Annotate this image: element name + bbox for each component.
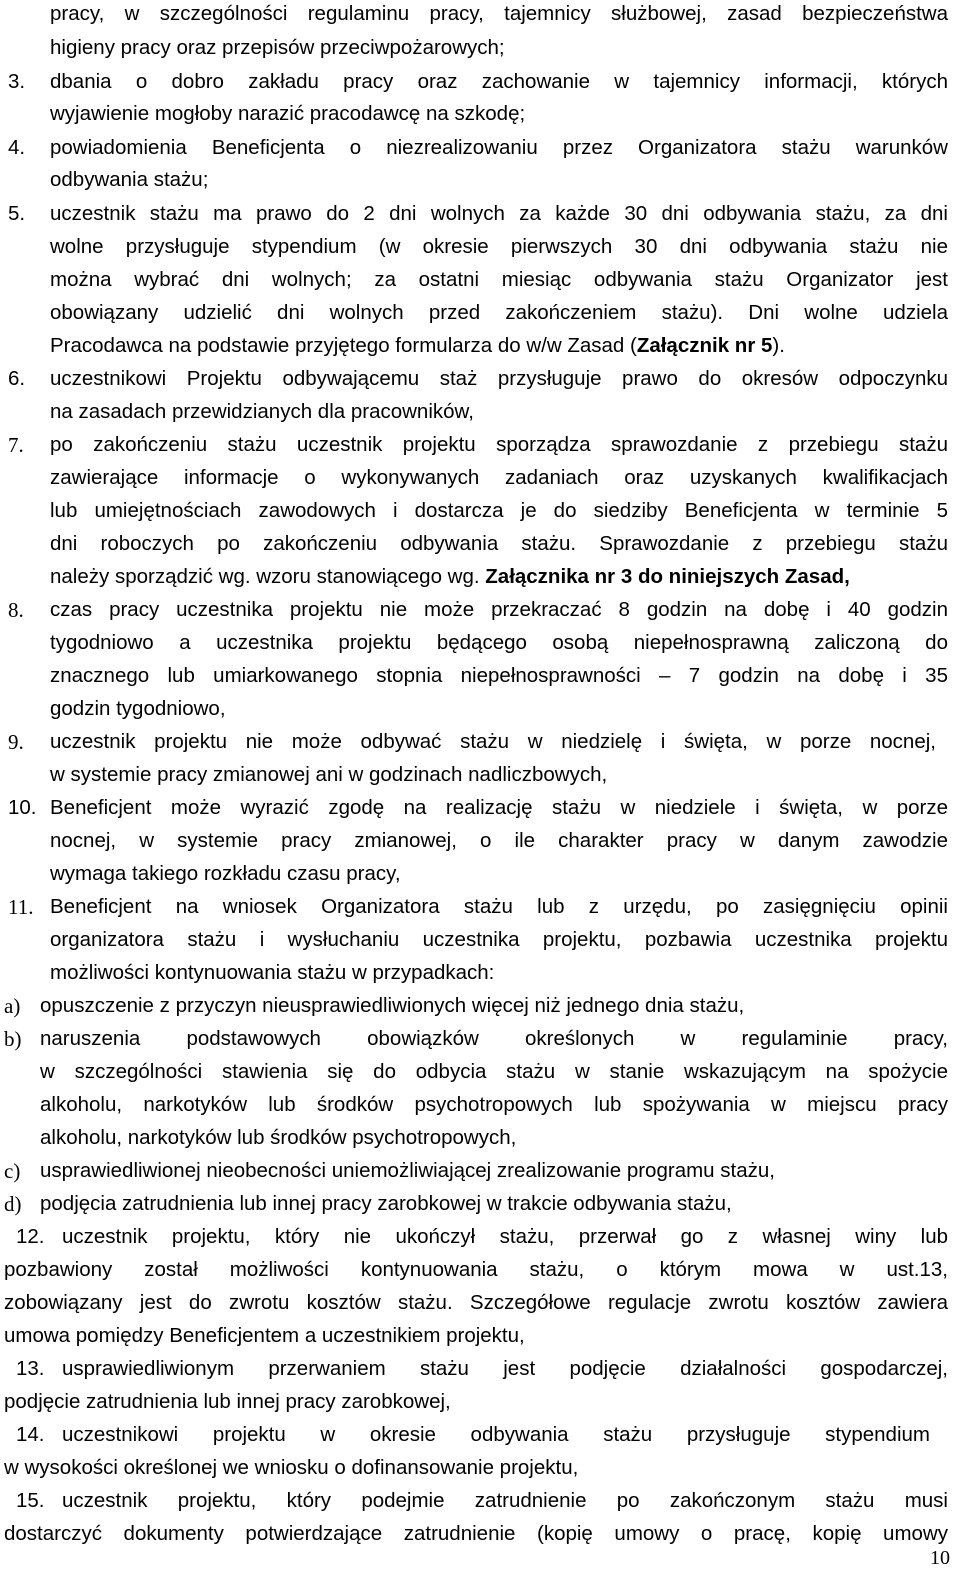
list-number: 5. <box>8 202 26 225</box>
list-number: 13. <box>16 1357 45 1380</box>
text-line: uczestnikowi Projektu odbywającemu staż przysługuje prawo do okresów odpoczynku <box>50 367 948 390</box>
text-line: odbywania stażu; <box>50 168 209 191</box>
text-line: lub umiejętnościach zawodowych i dostarcza je do siedziby Beneficjenta w terminie 5 <box>50 499 948 522</box>
text-line: alkoholu, narkotyków lub środków psychotropowych, <box>40 1126 517 1149</box>
text-line: wolne przysługuje stypendium (w okresie pierwszych 30 dni odbywania stażu nie <box>50 235 948 258</box>
text-line: dostarczyć dokumenty potwierdzające zatrudnienie (kopię umowy o pracę, kopię umowy <box>4 1522 948 1545</box>
list-number: 10. <box>8 796 37 819</box>
text-line: godzin tygodniowo, <box>50 697 226 720</box>
text-line: opuszczenie z przyczyn nieusprawiedliwionych więcej niż jednego dnia stażu, <box>40 994 745 1017</box>
text-line: wyjawienie mogłoby narazić pracodawcę na szkodę; <box>50 102 526 125</box>
text-line: uczestnik projektu, który nie ukończył stażu, przerwał go z własnej winy lub <box>62 1225 948 1248</box>
list-number: 15. <box>16 1489 45 1512</box>
list-number: 12. <box>16 1225 45 1248</box>
sub-item-letter: d) <box>4 1192 22 1216</box>
text-line: po zakończeniu stażu uczestnik projektu sporządza sprawozdanie z przebiegu stażu <box>50 433 948 456</box>
bold-reference: Załącznika nr 3 do niniejszych Zasad, <box>485 565 850 588</box>
text-line: usprawiedliwionej nieobecności uniemożliwiającej zrealizowanie programu stażu, <box>40 1159 775 1182</box>
sub-item-letter: a) <box>4 994 21 1018</box>
text-line: podjęcia zatrudnienia lub innej pracy zarobkowej w trakcie odbywania stażu, <box>40 1192 732 1215</box>
text-line: alkoholu, narkotyków lub środków psychotropowych lub spożywania w miejscu pracy <box>40 1093 948 1116</box>
text-line: znacznego lub umiarkowanego stopnia niepełnosprawności – 7 godzin na dobę i 35 <box>50 664 948 687</box>
text-line: w wysokości określonej we wniosku o dofinansowanie projektu, <box>4 1456 579 1479</box>
text-line: organizatora stażu i wysłuchaniu uczestnika projektu, pozbawia uczestnika projektu <box>50 928 948 951</box>
text-line: nocnej, w systemie pracy zmianowej, o ile charakter pracy w danym zawodzie <box>50 829 948 852</box>
text-line: uczestnik projektu, który podejmie zatrudnienie po zakończonym stażu musi <box>62 1489 948 1512</box>
text-line: powiadomienia Beneficjenta o niezrealizowaniu przez Organizatora stażu warunków <box>50 136 948 159</box>
text-line: wymaga takiego rozkładu czasu pracy, <box>50 862 401 885</box>
text-line: na zasadach przewidzianych dla pracowników, <box>50 400 474 423</box>
text-line: uczestnikowi projektu w okresie odbywania stażu przysługuje stypendium <box>62 1423 930 1446</box>
text-line: Beneficjent może wyrazić zgodę na realizację stażu w niedziele i święta, w porze <box>50 796 948 819</box>
text-line: w szczególności stawienia się do odbycia stażu w stanie wskazującym na spożycie <box>40 1060 948 1083</box>
text-line: zawierające informacje o wykonywanych zadaniach oraz uzyskanych kwalifikacjach <box>50 466 948 489</box>
list-number: 3. <box>8 70 26 93</box>
list-number: 14. <box>16 1423 45 1446</box>
text-line: zobowiązany jest do zwrotu kosztów stażu. Szczegółowe regulacje zwrotu kosztów zawiera <box>4 1291 948 1314</box>
text-line: Beneficjent na wniosek Organizatora stażu lub z urzędu, po zasięgnięciu opinii <box>50 895 948 918</box>
text-line: pracy, w szczególności regulaminu pracy, tajemnicy służbowej, zasad bezpieczeństwa <box>50 2 948 25</box>
sub-item-letter: b) <box>4 1027 22 1051</box>
text-line: należy sporządzić wg. wzoru stanowiącego wg. Załącznika nr 3 do niniejszych Zasad, <box>50 565 850 588</box>
text-line: dbania o dobro zakładu pracy oraz zachowanie w tajemnicy informacji, których <box>50 70 948 93</box>
text-line: w systemie pracy zmianowej ani w godzinach nadliczbowych, <box>50 763 608 786</box>
sub-item-letter: c) <box>4 1159 21 1183</box>
text-line: usprawiedliwionym przerwaniem stażu jest podjęcie działalności gospodarczej, <box>62 1357 948 1380</box>
list-number: 7. <box>8 433 24 457</box>
text-line: uczestnik projektu nie może odbywać stażu w niedzielę i święta, w porze nocnej, <box>50 730 936 753</box>
text-line: pozbawiony został możliwości kontynuowania stażu, o którym mowa w ust.13, <box>4 1258 948 1281</box>
text-line: dni roboczych po zakończeniu odbywania stażu. Sprawozdanie z przebiegu stażu <box>50 532 948 555</box>
list-number: 11. <box>8 895 34 919</box>
text-line: podjęcie zatrudnienia lub innej pracy zarobkowej, <box>4 1390 451 1413</box>
text-line: tygodniowo a uczestnika projektu będącego osobą niepełnosprawną zaliczoną do <box>50 631 948 654</box>
text-line: można wybrać dni wolnych; za ostatni miesiąc odbywania stażu Organizator jest <box>50 268 948 291</box>
list-number: 9. <box>8 730 24 754</box>
list-number: 8. <box>8 598 24 622</box>
list-number: 6. <box>8 367 26 390</box>
text-line: higieny pracy oraz przepisów przeciwpożarowych; <box>50 36 505 59</box>
text-line: Pracodawca na podstawie przyjętego formularza do w/w Zasad (Załącznik nr 5). <box>50 334 785 357</box>
list-number: 4. <box>8 136 26 159</box>
text-line: naruszenia podstawowych obowiązków określonych w regulaminie pracy, <box>40 1027 948 1050</box>
text-line: uczestnik stażu ma prawo do 2 dni wolnych za każde 30 dni odbywania stażu, za dni <box>50 202 948 225</box>
text-line: czas pracy uczestnika projektu nie może przekraczać 8 godzin na dobę i 40 godzin <box>50 598 948 621</box>
text-line: obowiązany udzielić dni wolnych przed zakończeniem stażu). Dni wolne udziela <box>50 301 948 324</box>
text-line: możliwości kontynuowania stażu w przypadkach: <box>50 961 495 984</box>
page-number: 10 <box>930 1547 950 1569</box>
bold-reference: Załącznik nr 5 <box>636 334 773 357</box>
text-line: umowa pomiędzy Beneficjentem a uczestnikiem projektu, <box>4 1324 525 1347</box>
